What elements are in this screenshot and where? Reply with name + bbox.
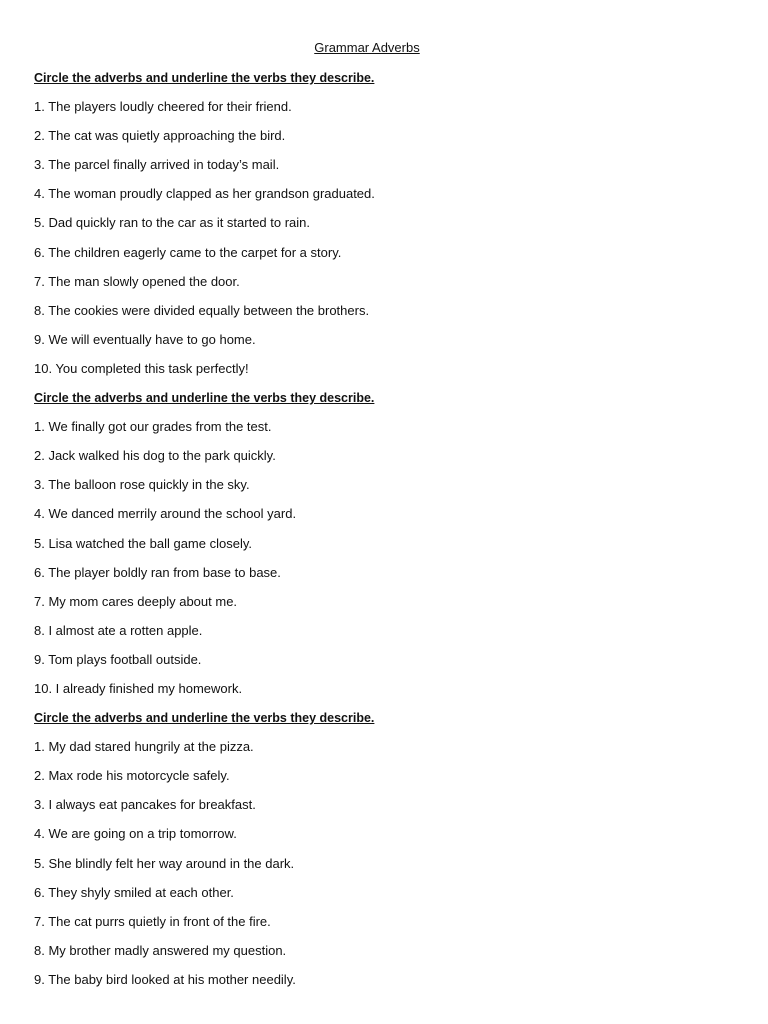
section-1-item-7: 7. The man slowly opened the door. (34, 273, 240, 289)
section-2-instruction: Circle the adverbs and underline the verbs they describe. (34, 391, 375, 406)
section-1-item-3: 3. The parcel finally arrived in today’s mail. (34, 157, 280, 173)
section-1-item-10: 10. You completed this task perfectly! (34, 360, 249, 376)
section-2-item-4: 4. We danced merrily around the school yard. (34, 506, 297, 522)
section-3-item-2: 2. Max rode his motorcycle safely. (34, 768, 230, 784)
section-2-item-10: 10. I already finished my homework. (34, 680, 243, 696)
section-1-item-9: 9. We will eventually have to go home. (34, 331, 256, 347)
section-1-item-1: 1. The players loudly cheered for their friend. (34, 99, 292, 115)
section-3-item-7: 7. The cat purrs quietly in front of the fire. (34, 913, 271, 929)
section-3-item-6: 6. They shyly smiled at each other. (34, 884, 234, 900)
section-2-item-6: 6. The player boldly ran from base to base. (34, 564, 281, 580)
section-1-item-2: 2. The cat was quietly approaching the bird. (34, 128, 286, 144)
section-1-item-6: 6. The children eagerly came to the carpet for a story. (34, 244, 342, 260)
section-3-item-8: 8. My brother madly answered my question. (34, 942, 287, 958)
section-3-item-5: 5. She blindly felt her way around in the dark. (34, 855, 295, 871)
worksheet-body (34, 69, 734, 1000)
section-3-instruction: Circle the adverbs and underline the verbs they describe. (34, 711, 375, 726)
section-2-item-9: 9. Tom plays football outside. (34, 651, 202, 667)
section-2-item-5: 5. Lisa watched the ball game closely. (34, 535, 252, 551)
worksheet-title: Grammar Adverbs (314, 40, 420, 55)
section-2-item-7: 7. My mom cares deeply about me. (34, 593, 238, 609)
section-3-item-3: 3. I always eat pancakes for breakfast. (34, 797, 256, 813)
section-3-item-9: 9. The baby bird looked at his mother needily. (34, 971, 296, 987)
section-2-item-2: 2. Jack walked his dog to the park quickly. (34, 448, 276, 464)
section-2-item-8: 8. I almost ate a rotten apple. (34, 622, 203, 638)
section-1-item-4: 4. The woman proudly clapped as her grandson graduated. (34, 186, 375, 202)
section-2-item-3: 3. The balloon rose quickly in the sky. (34, 477, 250, 493)
section-2-item-1: 1. We finally got our grades from the test. (34, 419, 272, 435)
section-1-item-5: 5. Dad quickly ran to the car as it started to rain. (34, 215, 311, 231)
section-1-instruction: Circle the adverbs and underline the verbs they describe. (34, 71, 375, 85)
section-1-item-8: 8. The cookies were divided equally between the brothers. (34, 302, 370, 318)
section-3-item-1: 1. My dad stared hungrily at the pizza. (34, 739, 254, 755)
section-3-item-4: 4. We are going on a trip tomorrow. (34, 826, 237, 842)
